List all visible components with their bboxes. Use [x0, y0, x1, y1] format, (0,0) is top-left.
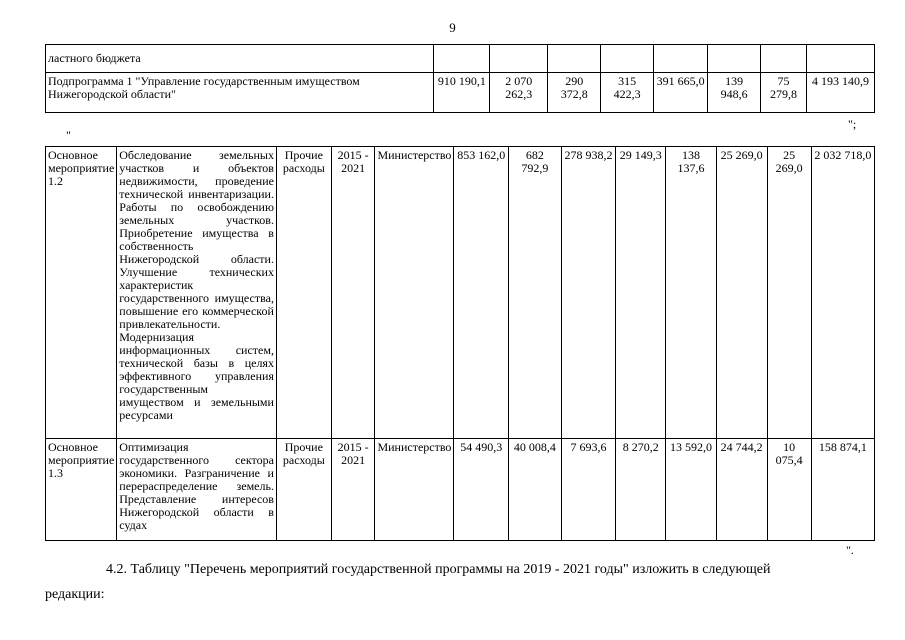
opening-quote: "	[66, 128, 71, 142]
table-row	[46, 147, 875, 439]
table-cell: 391 665,0	[654, 73, 708, 113]
page-number: 9	[449, 20, 456, 35]
table-cell: 29 149,3	[616, 147, 666, 439]
table-cell: 10 075,4	[767, 439, 811, 541]
executor: Министерство	[375, 439, 454, 541]
top-table	[45, 44, 875, 113]
top-table-row-1	[46, 45, 875, 73]
top-table-row1-text: ластного бюджета	[46, 45, 434, 73]
paragraph-line-2: редакции:	[45, 587, 105, 602]
expense-type: Прочие расходы	[276, 439, 331, 541]
table-cell: 13 592,0	[666, 439, 716, 541]
activity-description: Оптимизация государственного сектора экономики. Разграничение и перераспределение земель. Представление интересов Нижегородской области в судах	[117, 439, 277, 541]
table-cell: 278 938,2	[561, 147, 616, 439]
top-table-row-2	[46, 73, 875, 113]
period: 2015 - 2021	[331, 147, 375, 439]
table-cell: 315 422,3	[601, 73, 654, 113]
table-cell: 682 792,9	[508, 147, 561, 439]
table-cell: 24 744,2	[716, 439, 767, 541]
closing-quote-1: ";	[848, 117, 857, 131]
table-cell: 54 490,3	[454, 439, 509, 541]
table-cell: 25 269,0	[767, 147, 811, 439]
activity-description: Обследование земельных участков и объектов недвижимости, проведение технической инвентаризации. Работы по освобождению земельных участков. Приобретение имущества в собственность Нижегородской области. Улучшение технических характеристик государственного имущества, повышение его коммерческой привлекательности. Модернизация информационных систем, технической базы в целях эффективного управления государственным имуществом и земельными ресурсами	[117, 147, 277, 439]
table-cell: 75 279,8	[761, 73, 807, 113]
table-cell: 8 270,2	[616, 439, 666, 541]
table-cell: 290 372,8	[548, 73, 601, 113]
main-table	[45, 146, 875, 541]
table-cell: 910 190,1	[434, 73, 490, 113]
table-cell: 158 874,1	[811, 439, 874, 541]
subprogram-label: Подпрограмма 1 "Управление государственным имуществом Нижегородской области"	[46, 73, 434, 113]
table-row	[46, 439, 875, 541]
period: 2015 - 2021	[331, 439, 375, 541]
closing-quote-2: ".	[846, 543, 854, 557]
table-cell: 138 137,6	[666, 147, 716, 439]
paragraph-line-1: 4.2. Таблицу "Перечень мероприятий государственной программы на 2019 - 2021 годы" изложить в следующей	[106, 562, 771, 577]
table-cell: 2 032 718,0	[811, 147, 874, 439]
table-cell: 40 008,4	[508, 439, 561, 541]
table-cell: 25 269,0	[716, 147, 767, 439]
expense-type: Прочие расходы	[276, 147, 331, 439]
table-cell: 7 693,6	[561, 439, 616, 541]
activity-code: Основное мероприятие 1.3	[46, 439, 117, 541]
table-cell: 853 162,0	[454, 147, 509, 439]
table-cell: 4 193 140,9	[807, 73, 875, 113]
executor: Министерство	[375, 147, 454, 439]
table-cell: 2 070 262,3	[490, 73, 548, 113]
activity-code: Основное мероприятие 1.2	[46, 147, 117, 439]
table-cell: 139 948,6	[708, 73, 761, 113]
